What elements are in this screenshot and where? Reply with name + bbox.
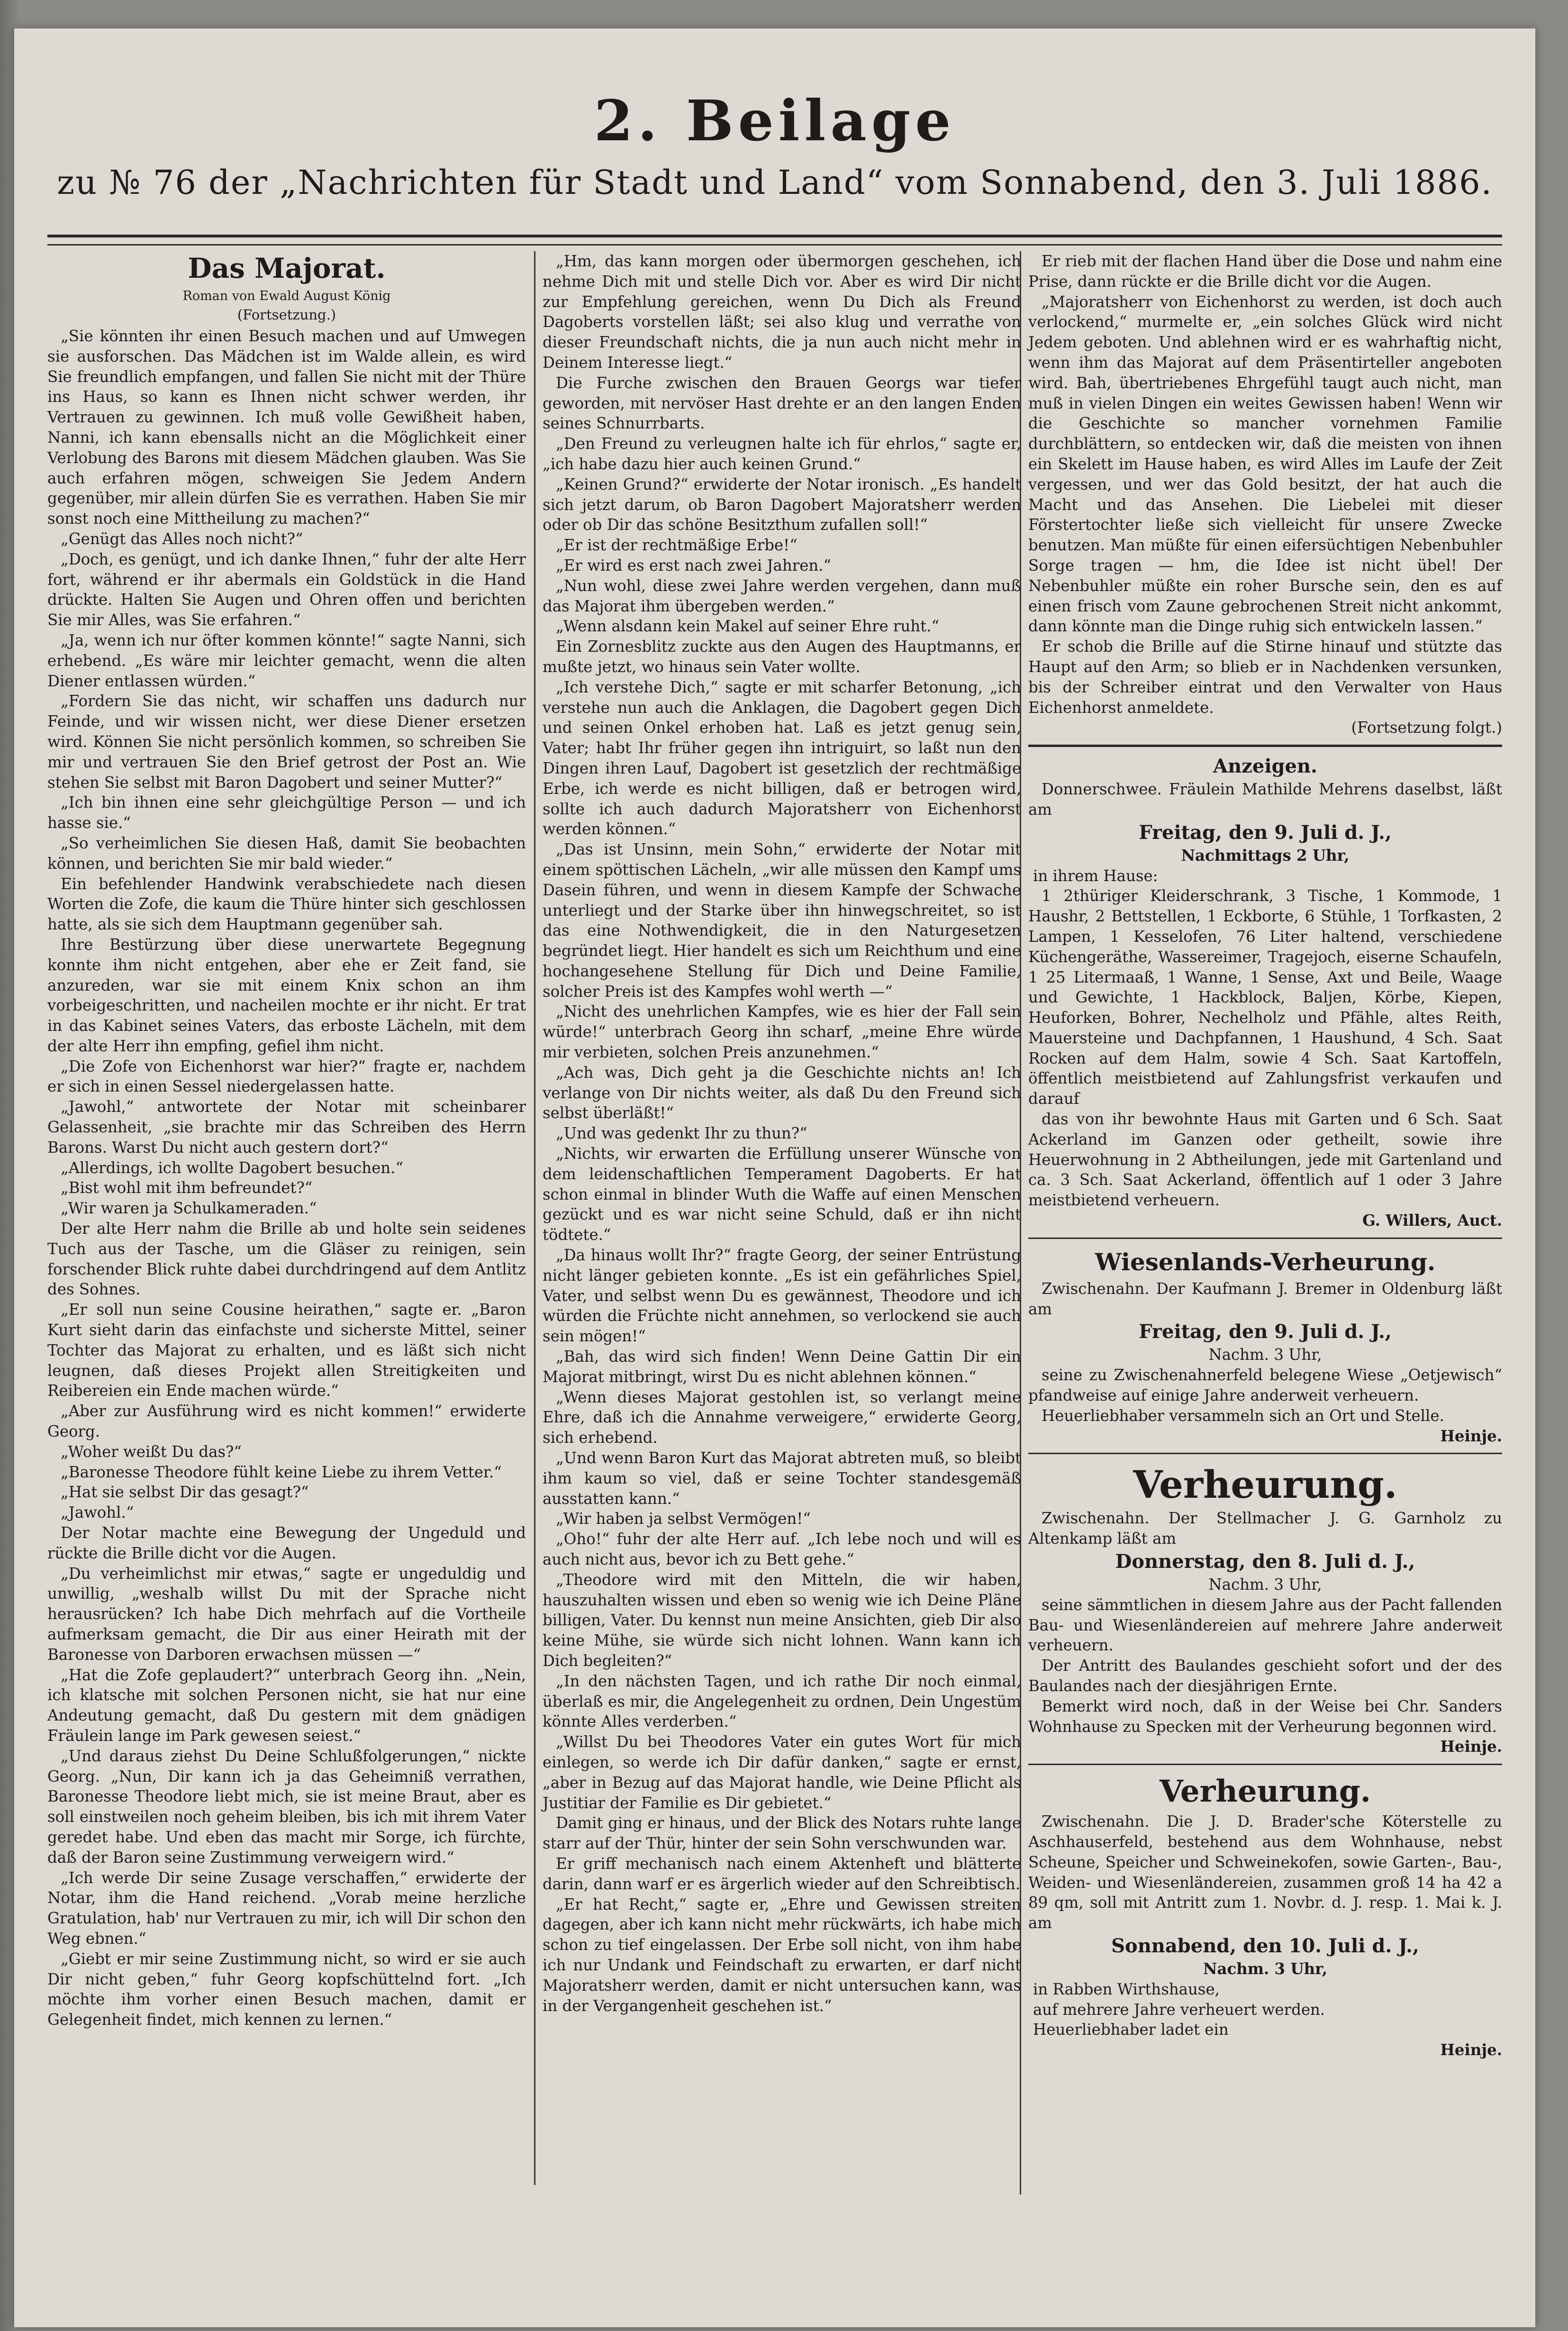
story-column-2 [543,251,1021,2016]
paragraph: „Willst Du bei Theodores Vater ein gutes Wort für mich einlegen, so werde ich Dir dafür danken,“ sagte er ernst, „aber in Bezug auf das Majorat handle, wie Deine Pflicht als Justitiar der Familie es Dir gebietet.“ [543,1733,1021,1812]
ad-intro: Zwischenahn. Die J. D. Brader'sche Köterstelle zu Aschhauserfeld, bestehend aus dem Wohnhause, nebst Scheune, Speicher und Schweinekofen, sowie Garten-, Bau-, Weiden- und Wiesenländereien, zusammen groß 14 ha 42 a 89 qm, soll mit Antritt zum 1. Novbr. d. J. resp. 1. Mai k. J. am [1028,1812,1502,1932]
paragraph: Er griff mechanisch nach einem Aktenheft und blätterte darin, dann warf er es ärgerlich wieder auf den Schreibtisch. [543,1854,1021,1893]
paragraph: Ein befehlender Handwink verabschiedete nach diesen Worten die Zofe, die kaum die Thüre hinter sich geschlossen hatte, als sie sich dem Hauptmann gegenüber sah. [47,874,526,934]
ad-intro: Zwischenahn. Der Kaufmann J. Bremer in Oldenburg läßt am [1028,1279,1502,1318]
story-title: Das Majorat. [188,252,386,284]
ad-date: Freitag, den 9. Juli d. J., [1139,821,1392,844]
paragraph: „Oho!“ fuhr der alte Herr auf. „Ich lebe noch und will es auch nicht aus, bevor ich zu Bett gehe.“ [543,1530,1021,1568]
paragraph: „Ich verstehe Dich,“ sagte er mit scharfer Betonung, „ich verstehe nun auch die Anklagen, die Dagobert gegen Dich und seinen Onkel erhoben hat. Laß es jetzt genug sein, Vater; habt Ihr früher gegen ihn intriguirt, so laßt nun den Dingen ihren Lauf, Dagobert ist gesetzlich der rechtmäßige Erbe, ich werde es nicht billigen, daß er betrogen wird, sollte ich auch dadurch Majoratsherr von Eichenhorst werden können.“ [543,678,1021,838]
paragraph: „Hm, das kann morgen oder übermorgen geschehen, ich nehme Dich mit und stelle Dich vor. Aber es wird Dir nicht zur Empfehlung gereichen, wenn Du Dich als Freund Dagoberts vorstellen läßt; sei also klug und verrathe von dieser Freundschaft nichts, die ja nun auch nicht mehr in Deinem Interesse liegt.“ [543,252,1021,372]
paragraph: „Und was gedenkt Ihr zu thun?“ [556,1124,807,1143]
paragraph: „Du verheimlichst mir etwas,“ sagte er ungeduldig und unwillig, „weshalb willst Du mit der Sprache nicht herausrücken? Ich habe Dich mehrfach auf die Vortheile aufmerksam gemacht, die Dir aus einer Heirath mit der Baronesse von Darboren erwachsen müssen —“ [47,1564,526,1664]
ad-body: auf mehrere Jahre verheuert werden. [1033,2000,1325,2019]
ad-date: Donnerstag, den 8. Juli d. J., [1115,1550,1415,1573]
paragraph: „Bist wohl mit ihm befreundet?“ [61,1179,313,1197]
ad-body: Der Antritt des Baulandes geschieht sofort und der des Baulandes nach der diesjährigen Ernte. [1028,1657,1502,1695]
ad-time: Nachm. 3 Uhr, [1203,1959,1328,1978]
paragraph: „Nicht des unehrlichen Kampfes, wie es hier der Fall sein würde!“ unterbrach Georg ihn scharf, „meine Ehre würde mir verbieten, solchen Preis anzunehmen.“ [543,1002,1021,1062]
paragraph: „Ich werde Dir seine Zusage verschaffen,“ erwiderte der Notar, ihm die Hand reichend. „Vorab meine herzliche Gratulation, hab' nur Vertrauen zu mir, ich will Dir schon den Weg ebnen.“ [47,1868,526,1948]
paragraph: „Aber zur Ausführung wird es nicht kommen!“ erwiderte Georg. [47,1402,526,1441]
paragraph: „Hat sie selbst Dir das gesagt?“ [61,1483,309,1502]
paragraph: „Doch, es genügt, und ich danke Ihnen,“ fuhr der alte Herr fort, während er ihr abermals ein Goldstück in die Hand drückte. Halten Sie Augen und Ohren offen und berichten Sie mir Alles, was Sie erfahren.“ [47,550,526,629]
paragraph: „Das ist Unsinn, mein Sohn,“ erwiderte der Notar mit einem spöttischen Lächeln, „wir alle müssen den Kampf ums Dasein führen, und wenn in diesem Kampfe der Schwache unterliegt und der Starke über ihn hinwegschreitet, so ist das eine Nothwendigkeit, die in den Naturgesetzen begründet liegt. Hier handelt es sich um Reichthum und eine hochangesehene Stellung für Dich und Deine Familie, solcher Preis ist des Kampfes wohl werth —“ [543,840,1021,1001]
ad-intro: Donnerschwee. Fräulein Mathilde Mehrens daselbst, läßt am [1028,780,1502,819]
ad-title: Verheurung. [1160,1774,1371,1810]
masthead [14,85,1535,209]
paragraph: „Ach was, Dich geht ja die Geschichte nichts an! Ich verlange von Dir nichts weiter, als daß Du den Freund sich selbst überläßt!“ [543,1063,1021,1122]
ad-body: 1 2thüriger Kleiderschrank, 3 Tische, 1 Kommode, 1 Haushr, 2 Bettstellen, 1 Eckborte, 6 Stühle, 1 Torfkasten, 2 Lampen, 1 Kesselofen, 76 Liter haltend, verschiedene Küchengeräthe, Wassereimer, Tragejoch, eiserne Schaufeln, 1 25 Litermaaß, 1 Wanne, 1 Sense, Axt und Beile, Waage und Gewichte, 1 Hackblock, Baljen, Körbe, Kiepen, Heuforken, Bohrer, Nechelholz und Pfähle, altes Reith, Mauersteine und Dachpfannen, 1 Haushund, 4 Sch. Saat Rocken auf dem Halm, sowie 4 Sch. Saat Kartoffeln, öffentlich meistbietend auf Zahlungsfrist verkaufen und darauf [1028,887,1502,1108]
paragraph: „Und wenn Baron Kurt das Majorat abtreten muß, so bleibt ihm kaum so viel, daß er seine Tochter standesgemäß ausstatten kann.“ [543,1449,1021,1508]
ad-title: Verheurung. [1133,1462,1397,1507]
paragraph: Der alte Herr nahm die Brille ab und holte sein seidenes Tuch aus der Tasche, um die Gläser zu reinigen, sein forschender Blick ruhte dabei durchdringend auf dem Antlitz des Sohnes. [47,1220,526,1299]
paragraph: „Sie könnten ihr einen Besuch machen und auf Umwegen sie ausforschen. Das Mädchen ist im Walde allein, es wird Sie freundlich empfangen, und fallen Sie nicht mit der Thüre ins Haus, so kann es Ihnen nicht schwer werden, ihr Vertrauen zu gewinnen. Ich muß volle Gewißheit haben, Nanni, ich kann ebensalls nicht an die Möglichkeit einer Verlobung des Barons mit diesem Mädchen glauben. Was Sie auch erfahren mögen, schweigen Sie Jedem Andern gegenüber, mir allein dürfen Sie es verrathen. Haben Sie mir sonst noch eine Mittheilung zu machen?“ [47,327,526,528]
paragraph: „Theodore wird mit den Mitteln, die wir haben, hauszuhalten wissen und eben so wenig wie ich Deine Pläne billigen, Vater. Du kennst nun meine Ansichten, gieb Dir also keine Mühe, sie würde sich nicht lohnen. Wann kann ich Dich begleiten?“ [543,1570,1021,1670]
paragraph: „Er hat Recht,“ sagte er, „Ehre und Gewissen streiten dagegen, aber ich kann nicht mehr rückwärts, ich habe mich schon zu tief eingelassen. Der Erbe soll nicht, von ihm habe ich nur Undank und Feindschaft zu erwarten, er darf nicht Majoratsherr werden, damit er nicht untersuchen kann, was in der Vergangenheit geschehen ist.“ [543,1895,1021,2015]
story-column-1 [47,251,526,2030]
paragraph: „Bah, das wird sich finden! Wenn Deine Gattin Dir ein Majorat mitbringt, wirst Du es nicht ablehnen können.“ [543,1348,1021,1386]
ad-lease-brader [1028,1772,1502,2060]
ad-date: Freitag, den 9. Juli d. J., [1139,1320,1392,1343]
ad-signature: Heinje. [1440,1738,1502,1756]
paragraph: „Ich bin ihnen eine sehr gleichgültige Person — und ich hasse sie.“ [47,793,526,832]
paragraph: „So verheimlichen Sie diesen Haß, damit Sie beobachten können, und berichten Sie mir bald wieder.“ [47,834,526,873]
ad-auction-mehrens [1028,779,1502,1231]
paragraph: „Und daraus ziehst Du Deine Schlußfolgerungen,“ nickte Georg. „Nun, Dir kann ich ja das Geheimniß verrathen, Baronesse Theodore liebt mich, sie ist meine Braut, aber es soll einstweilen noch geheim bleiben, bis ich mit ihrem Vater geredet habe. Und eben das macht mir Sorge, ich fürchte, daß der Baron seine Zustimmung verweigern wird.“ [47,1747,526,1867]
ad-body: Heuerliebhaber ladet ein [1033,2021,1229,2039]
ad-place: in ihrem Hause: [1033,866,1158,885]
paragraph: „Baronesse Theodore fühlt keine Liebe zu ihrem Vetter.“ [61,1463,502,1481]
paragraph: „Fordern Sie das nicht, wir schaffen uns dadurch nur Feinde, und wir wissen nicht, wer diese Diener ersetzen wird. Können Sie nicht persönlich kommen, so schreiben Sie mir und vertrauen Sie den Brief getrost der Post an. Wie stehen Sie selbst mit Baron Dagobert und seiner Mutter?“ [47,692,526,792]
ad-time: Nachmittags 2 Uhr, [1181,846,1350,865]
ad-time: Nachm. 3 Uhr, [1208,1346,1322,1364]
ad-time: Nachm. 3 Uhr, [1208,1575,1322,1594]
paragraph: „Nun wohl, diese zwei Jahre werden vergehen, dann muß das Majorat ihm übergeben werden.“ [543,576,1021,615]
paragraph: „Hat die Zofe geplaudert?“ unterbrach Georg ihn. „Nein, ich klatsche mit solchen Personen nicht, sie hat nur eine Andeutung gemacht, daß Du gestern mit dem gnädigen Fräulein lange im Park gewesen seiest.“ [47,1666,526,1745]
ad-body: Heuerliebhaber versammeln sich an Ort und Stelle. [1042,1406,1444,1425]
section-rule [1028,745,1502,747]
ad-signature: G. Willers, Auct. [1362,1211,1502,1230]
paragraph: „Jawohl,“ antwortete der Notar mit scheinbarer Gelassenheit, „sie brachte mir das Schreiben des Herrn Barons. Warst Du nicht auch gestern dort?“ [47,1098,526,1156]
paragraph: „Wenn dieses Majorat gestohlen ist, so verlangt meine Ehre, daß ich die Annahme verweigere,“ erwiderte Georg, sich erhebend. [543,1388,1021,1447]
ad-date: Sonnabend, den 10. Juli d. J., [1111,1934,1419,1957]
paragraph: Er schob die Brille auf die Stirne hinauf und stützte das Haupt auf den Arm; so blieb er in Nachdenken versunken, bis der Schreiber eintrat und den Verwalter von Haus Eichenhorst anmeldete. [1028,637,1502,717]
masthead-rule [47,235,1502,246]
paragraph: „Wir haben ja selbst Vermögen!“ [556,1510,811,1528]
paragraph: „Wir waren ja Schulkameraden.“ [61,1199,317,1218]
ad-intro: Zwischenahn. Der Stellmacher J. G. Garnholz zu Altenkamp läßt am [1028,1509,1502,1548]
ad-signature: Heinje. [1440,1427,1502,1445]
ad-meadow-lease [1028,1246,1502,1447]
story-and-ads-column [1028,251,1502,2060]
paragraph: „Den Freund zu verleugnen halte ich für ehrlos,“ sagte er, „ich habe dazu hier auch keinen Grund.“ [543,435,1021,473]
ad-place: in Rabben Wirthshause, [1033,1980,1220,1998]
paragraph: „Wenn alsdann kein Makel auf seiner Ehre ruht.“ [556,617,940,636]
story-continuation: (Fortsetzung.) [237,307,336,323]
paragraph: Damit ging er hinaus, und der Blick des Notars ruhte lange starr auf der Thür, hinter der sein Sohn verschwunden war. [543,1814,1021,1853]
ad-body: Bemerkt wird noch, daß in der Weise bei Chr. Sanders Wohnhause zu Specken mit der Verheurung begonnen wird. [1028,1697,1502,1736]
paragraph: „Da hinaus wollt Ihr?“ fragte Georg, der seiner Entrüstung nicht länger gebieten konnte. „Es ist ein gefährliches Spiel, Vater, und selbst wenn Du es gewännest, Theodore und ich würden die Früchte nicht annehmen, so verlockend sie auch sein mögen!“ [543,1246,1021,1346]
story-byline: Roman von Ewald August König [182,289,391,303]
ad-title: Wiesenlands-Verheurung. [1095,1247,1436,1276]
paragraph: „Er soll nun seine Cousine heirathen,“ sagte er. „Baron Kurt sieht darin das einfachste und sicherste Mittel, seiner Tochter das Majorat zu erhalten, und es läßt sich nicht leugnen, daß dieses Projekt allen Streitigkeiten und Reibereien ein Ende machen würde.“ [47,1301,526,1400]
ad-divider [1028,1764,1502,1765]
paragraph: Er rieb mit der flachen Hand über die Dose und nahm eine Prise, dann rückte er die Brille dicht vor die Augen. [1028,252,1502,291]
ad-divider [1028,1453,1502,1454]
paragraph: „In den nächsten Tagen, und ich rathe Dir noch einmal, überlaß es mir, die Angelegenheit zu ordnen, Dein Ungestüm könnte Alles verderben.“ [543,1672,1021,1731]
column-divider [534,251,535,2185]
ad-body: das von ihr bewohnte Haus mit Garten und 6 Sch. Saat Ackerland im Ganzen oder getheilt, sowie ihre Heuerwohnung in 2 Abtheilungen, jede mit Gartenland und ca. 3 Sch. Saat Ackerland, öffentlich auf 1 oder 3 Jahre meistbietend verheuern. [1028,1110,1502,1210]
paragraph: „Keinen Grund?“ erwiderte der Notar ironisch. „Es handelt sich jetzt darum, ob Baron Dagobert Majoratsherr werden oder ob Dir das schöne Besitzthum zufallen soll!“ [543,475,1021,534]
paragraph: „Nichts, wir erwarten die Erfüllung unserer Wünsche von dem leidenschaftlichen Temperament Dagoberts. Er hat schon einmal in blinder Wuth die Waffe auf einen Menschen gezückt und es war nicht seine Schuld, daß er ihn nicht tödtete.“ [543,1145,1021,1244]
ad-body: seine sämmtlichen in diesem Jahre aus der Pacht fallenden Bau- und Wiesenländereien auf mehrere Jahre anderweit verheuern. [1028,1595,1502,1655]
ad-divider [1028,1238,1502,1239]
ad-signature: Heinje. [1440,2041,1502,2059]
paragraph: Der Notar machte eine Bewegung der Ungeduld und rückte die Brille dicht vor die Augen. [47,1524,526,1562]
ads-section-title: Anzeigen. [1213,755,1317,778]
issue-line: zu № 76 der „Nachrichten für Stadt und Land“ vom Sonnabend, den 3. Juli 1886. [57,163,1493,202]
paragraph: „Ja, wenn ich nur öfter kommen könnte!“ sagte Nanni, sich erhebend. „Es wäre mir leichter gemacht, wenn die alten Diener entlassen würden.“ [47,631,526,690]
paragraph: „Woher weißt Du das?“ [61,1442,242,1461]
paragraph: Ihre Bestürzung über diese unerwartete Begegnung konnte ihm nicht entgehen, aber ehe er Zeit fand, sie anzureden, war sie mit einem Knix schon an ihm vorbeigeschritten, und nacheilen mochte er ihr nicht. Er trat in das Kabinet seines Vaters, das erboste Lächeln, mit dem der alte Herr ihn empfing, gefiel ihm nicht. [47,935,526,1055]
paragraph: „Majoratsherr von Eichenhorst zu werden, ist doch auch verlockend,“ murmelte er, „ein solches Glück wird nicht Jedem geboten. Und ablehnen wird er es wahrhaftig nicht, wenn ihm das Majorat auf dem Präsentirteller angeboten wird. Bah, übertriebenes Ehrgefühl taugt auch nicht, man muß in vielen Dingen ein weites Gewissen haben! Wenn wir die Geschichte so mancher vornehmen Familie durchblättern, so entdecken wir, daß die meisten von ihnen ein Skelett im Hause haben, es wird Alles im Laufe der Zeit vergessen, und wer das Gold besitzt, der hat auch die Macht und das Ansehen. Die Liebelei mit dieser Förstertochter ließe sich vielleicht für unsere Zwecke benutzen. Man müßte für einen eifersüchtigen Nebenbuhler Sorge tragen — hm, die Idee ist nicht übel! Der Nebenbuhler müßte ein roher Bursche sein, den es auf einen frisch vom Zaune gebrochenen Streit nicht ankommt, dann könnte man die Dinge ruhig sich entwickeln lassen.“ [1028,292,1502,636]
ad-body: seine zu Zwischenahnerfeld belegene Wiese „Oetjewisch“ pfandweise auf einige Jahre anderweit verheuern. [1028,1366,1502,1405]
paragraph: „Allerdings, ich wollte Dagobert besuchen.“ [61,1158,404,1177]
to-be-continued: (Fortsetzung folgt.) [1351,719,1502,737]
supplement-title: 2. Beilage [594,88,956,154]
newspaper-page [14,28,1535,2327]
paragraph: „Giebt er mir seine Zustimmung nicht, so wird er sie auch Dir nicht geben,“ fuhr Georg kopfschüttelnd fort. „Ich möchte ihm vorher einen Besuch machen, damit er Gelegenheit findet, mich kennen zu lernen.“ [47,1949,526,2029]
paragraph: „Jawohl.“ [61,1503,134,1522]
paragraph: „Die Zofe von Eichenhorst war hier?“ fragte er, nachdem er sich in einen Sessel niedergelassen hatte. [47,1057,526,1096]
paragraph: „Er ist der rechtmäßige Erbe!“ [556,536,798,555]
paragraph: „Genügt das Alles noch nicht?“ [61,529,303,548]
ad-lease-garnholz [1028,1461,1502,1757]
paragraph: „Er wird es erst nach zwei Jahren.“ [556,556,832,574]
paragraph: Ein Zornesblitz zuckte aus den Augen des Hauptmanns, er mußte jetzt, wo hinaus sein Vater wollte. [543,637,1021,676]
paragraph: Die Furche zwischen den Brauen Georgs war tiefer geworden, mit nervöser Hast drehte er an den langen Enden seines Schnurrbarts. [543,373,1021,433]
